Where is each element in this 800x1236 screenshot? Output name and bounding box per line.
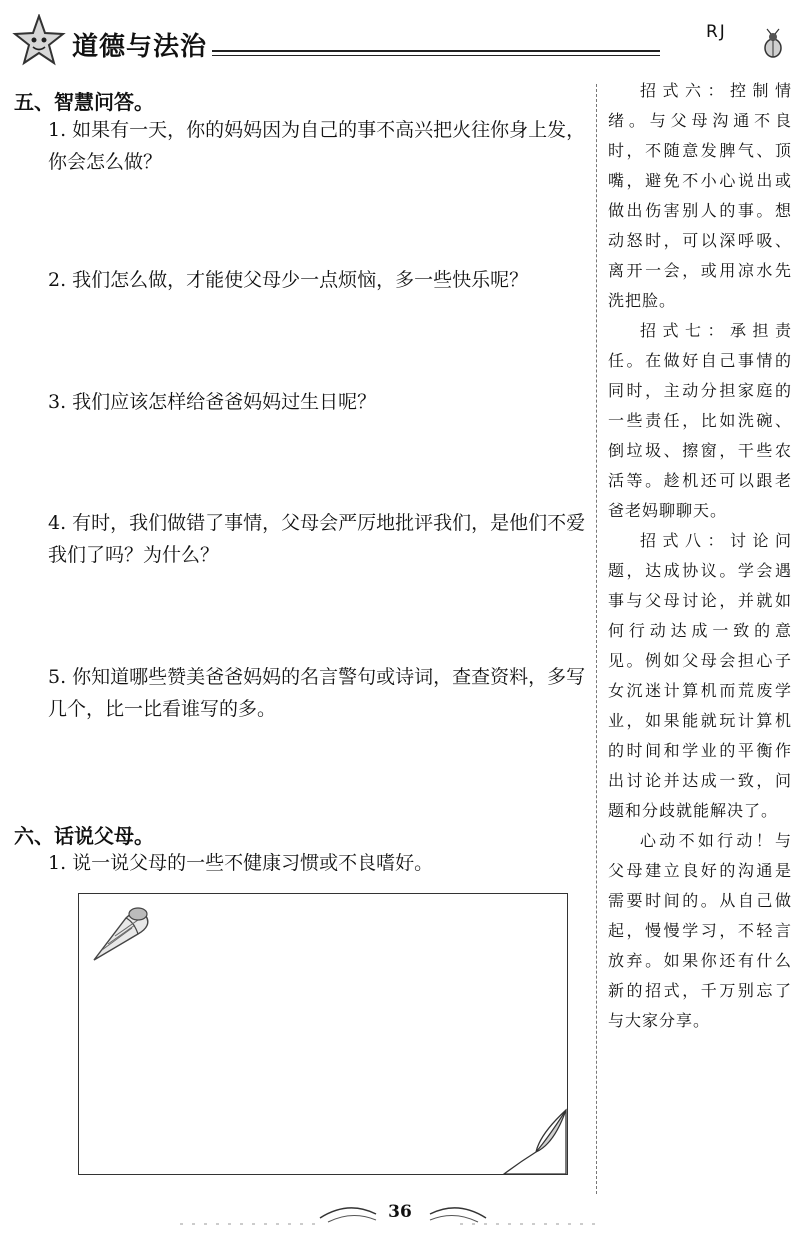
page-header bbox=[0, 0, 800, 80]
tip-8: 招式八：讨论问题，达成协议。学会遇事与父母讨论，并就如何行动达成一致的意见。例如父母会担心子女沉迷计算机而荒废学业，如果能就玩计算机的时间和学业的平衡作出讨论并达成一致，问题和分歧就能解决了。 bbox=[608, 531, 792, 820]
question-5-3: 3. 我们应该怎样给爸爸妈妈过生日呢？ bbox=[48, 391, 377, 413]
tip-6: 招式六：控制情绪。与父母沟通不良时，不随意发脾气、顶嘴，避免不小心说出或做出伤害别人的事。想动怒时，可以深呼吸、离开一会，或用凉水先洗把脸。 bbox=[608, 81, 792, 310]
question-5-1: 1. 如果有一天，你的妈妈因为自己的事不高兴把火往你身上发，你会怎么做？ bbox=[48, 119, 586, 173]
header-rule bbox=[212, 50, 660, 52]
question-6-1: 1. 说一说父母的一些不健康习惯或不良嗜好。 bbox=[48, 852, 434, 874]
star-mascot-icon bbox=[12, 14, 66, 68]
header-rule-thin bbox=[212, 55, 660, 56]
section-5-title: 五、智慧问答。 bbox=[14, 90, 154, 114]
edition-label: RJ bbox=[706, 22, 727, 42]
footer-dotted-rule bbox=[180, 1218, 600, 1230]
tip-7: 招式七：承担责任。在做好自己事情的同时，主动分担家庭的一些责任，比如洗碗、倒垃圾、擦窗，干些农活等。趁机还可以跟老爸老妈聊聊天。 bbox=[608, 321, 792, 520]
ladybug-icon bbox=[758, 28, 788, 62]
section-6-title: 六、话说父母。 bbox=[14, 824, 154, 848]
question-5-5: 5. 你知道哪些赞美爸爸妈妈的名言警句或诗词，查查资料，多写几个，比一比看谁写的多。 bbox=[48, 666, 586, 720]
page-number: 36 bbox=[388, 1202, 412, 1222]
question-5-2: 2. 我们怎么做，才能使父母少一点烦恼，多一些快乐呢？ bbox=[48, 269, 529, 291]
tip-closing: 心动不如行动！与父母建立良好的沟通是需要时间的。从自己做起，慢慢学习，不轻言放弃。如果你还有什么新的招式，千万别忘了与大家分享。 bbox=[608, 831, 792, 1030]
question-5-4: 4. 有时，我们做错了事情，父母会严厉地批评我们，是他们不爱我们了吗？为什么？ bbox=[48, 512, 586, 566]
column-divider bbox=[596, 84, 597, 1194]
subject-title: 道德与法治 bbox=[72, 32, 208, 62]
sidebar-tips bbox=[608, 76, 792, 1036]
seashell-icon bbox=[86, 898, 156, 968]
page-curl-icon bbox=[500, 1104, 570, 1178]
